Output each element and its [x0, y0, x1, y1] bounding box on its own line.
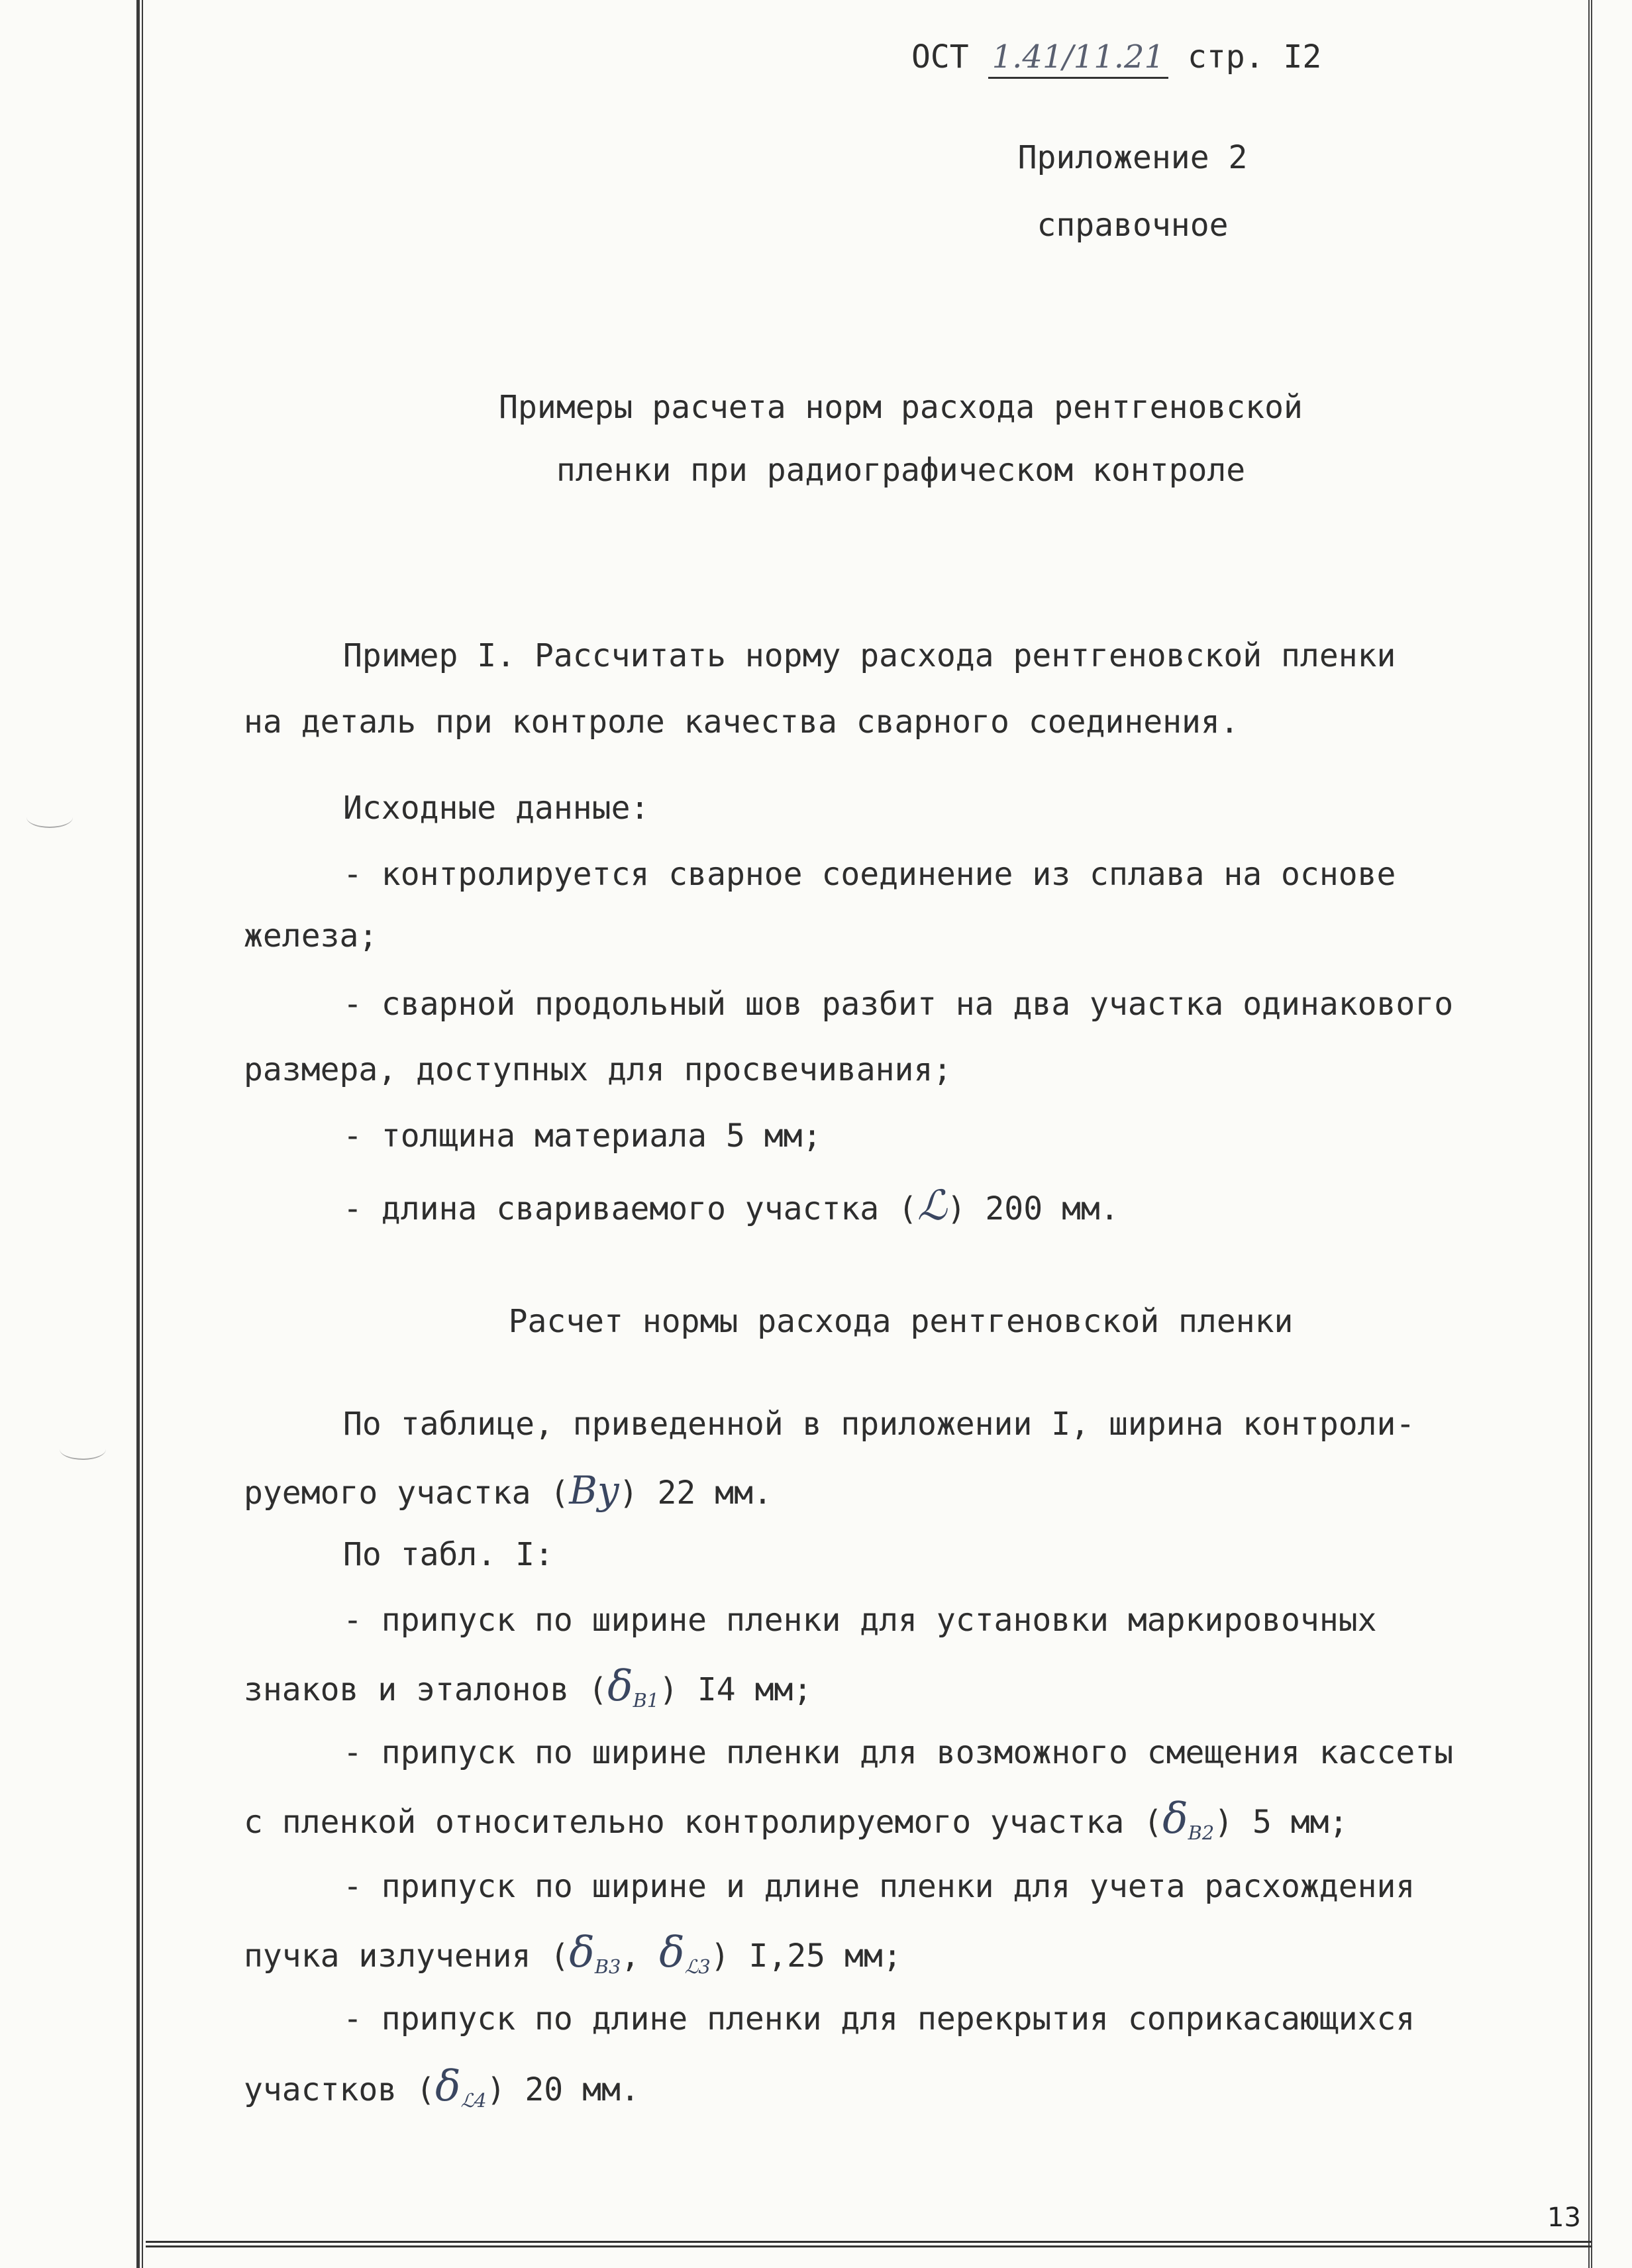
allowance1-line2: знаков и эталонов $(\delta_{B1})$ I4 мм;	[244, 1662, 813, 1712]
source-item2-line1: - сварной продольный шов разбит на два участка одинакового	[343, 986, 1454, 1023]
page-header	[911, 37, 1321, 79]
source-item1-line2: железа;	[244, 917, 378, 954]
width-symbol: By	[569, 1468, 619, 1513]
appendix-title: Приложение 2	[1017, 139, 1248, 176]
delta-symbol: δ	[434, 2062, 461, 2111]
page-heading-line1: Примеры расчета норм расхода рентгеновской	[499, 389, 1303, 426]
allowance2-line1: - припуск по ширине пленки для возможного смещения кассеты	[343, 1734, 1454, 1771]
allowance3-line2: пучка излучения ($\delta_{B3}$, $\delta_{ℒ3}$) I,25 мм;	[244, 1928, 902, 1979]
source-item3: - толщина материала 5 мм;	[343, 1117, 822, 1155]
calc-para1-line1: По таблице, приведенной в приложении I, ширина контроли-	[343, 1406, 1415, 1443]
page-label: стр. I2	[1187, 38, 1322, 76]
page-heading-line2: пленки при радиографическом контроле	[556, 452, 1246, 489]
left-border-line	[136, 0, 143, 2268]
allowance4-line1: - припуск по длине пленки для перекрытия соприкасающихся	[343, 2000, 1415, 2037]
length-symbol: ℒ	[917, 1181, 947, 1229]
delta-symbol: δ	[569, 1928, 595, 1977]
allowance4-line2: участков $(\delta_{ℒ4})$ 20 мм.	[244, 2062, 640, 2112]
source-item1-line1: - контролируется сварное соединение из сплава на основе	[343, 856, 1396, 893]
margin-mark	[26, 807, 73, 828]
allowance2-line2: с пленкой относительно контролируемого участка $(\delta_{B2})$ 5 мм;	[244, 1794, 1349, 1845]
delta-symbol: δ	[1162, 1794, 1188, 1843]
appendix-subtitle: справочное	[1037, 207, 1229, 244]
bottom-border-line	[146, 2241, 1592, 2247]
right-border-line	[1588, 0, 1592, 2268]
delta-symbol: δ	[607, 1662, 633, 1711]
example-line2: на деталь при контроле качества сварного соединения.	[244, 703, 1239, 741]
example-line1: Пример I. Рассчитать норму расхода рентгеновской пленки	[343, 637, 1396, 674]
source-item2-line2: размера, доступных для просвечивания;	[244, 1051, 952, 1088]
page-number: 13	[1547, 2202, 1581, 2233]
calc-para1-line2: руемого участка (By) 22 мм.	[244, 1468, 772, 1513]
source-item4: - длина свариваемого участка (ℒ) 200 мм.	[343, 1181, 1119, 1229]
delta-symbol: δ	[659, 1928, 685, 1977]
allowance1-line1: - припуск по ширине пленки для установки маркировочных	[343, 1602, 1377, 1639]
table-reference: По табл. I:	[343, 1536, 554, 1573]
calc-heading: Расчет нормы расхода рентгеновской пленки	[508, 1303, 1294, 1340]
source-data-label: Исходные данные:	[343, 790, 650, 827]
ost-prefix: ОСТ	[911, 38, 969, 76]
ost-code-handwritten: 1.41/11.21	[988, 37, 1168, 79]
margin-mark	[60, 1439, 106, 1460]
allowance3-line1: - припуск по ширине и длине пленки для учета расхождения	[343, 1868, 1415, 1905]
